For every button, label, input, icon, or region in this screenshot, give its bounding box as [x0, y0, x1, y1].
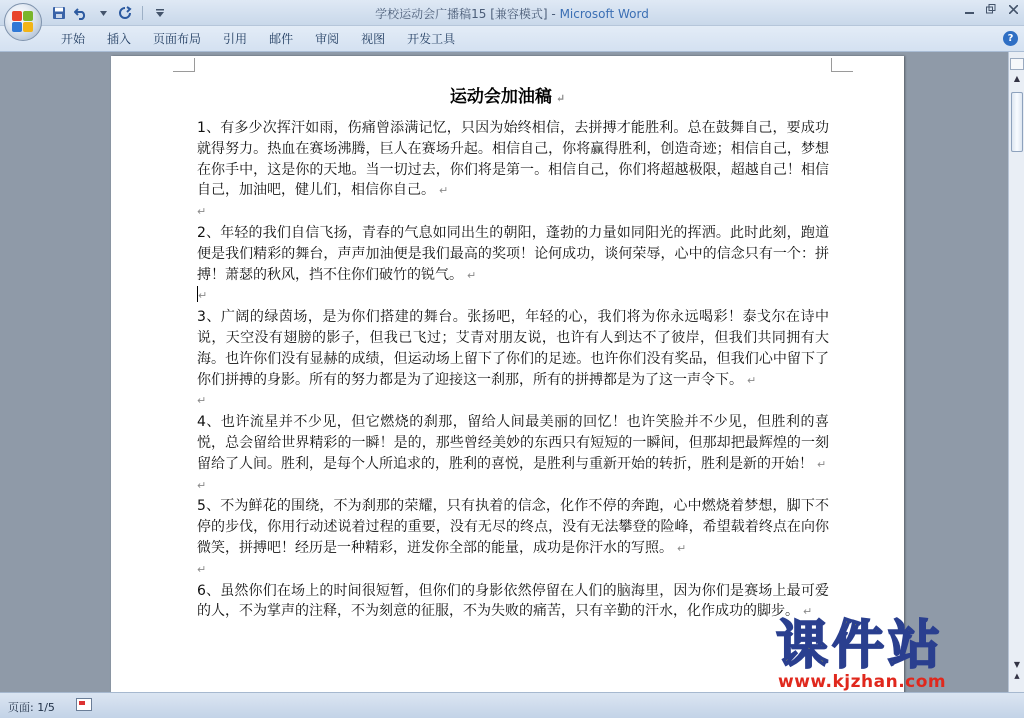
- watermark-logo-text: 课件站: [776, 616, 945, 676]
- scroll-up-button[interactable]: [1010, 72, 1024, 86]
- watermark: [776, 618, 1006, 692]
- close-button[interactable]: [1006, 2, 1020, 16]
- restore-icon: [986, 4, 996, 14]
- scroll-down-button[interactable]: [1010, 658, 1024, 672]
- ribbon-tab-bar: [0, 26, 1024, 52]
- page-number-status[interactable]: 页面: 1/5: [8, 701, 55, 714]
- tab-view[interactable]: 视图: [361, 32, 386, 46]
- scroll-thumb[interactable]: [1011, 92, 1023, 152]
- macro-record-icon[interactable]: [76, 698, 92, 711]
- tab-mailings[interactable]: 邮件: [269, 32, 294, 46]
- document-page[interactable]: [111, 56, 904, 692]
- paragraph-mark: ↵: [198, 289, 208, 303]
- minimize-icon: [965, 5, 974, 14]
- chevron-down-icon: ▼: [1013, 660, 1021, 669]
- paragraph-text: 2、年轻的我们自信飞扬，青春的气息如同出生的朝阳，蓬勃的力量如同阳光的挥洒。此时此刻，跑道便是我们精彩的舞台，声声加油便是我们最高的奖项！论何成功，谈何荣辱，心中的信念只有一个：拼搏！萧瑟的秋风，挡不住你们破竹的锐气。: [197, 224, 829, 283]
- paragraph-mark: ↵: [817, 457, 827, 471]
- margin-corner-left: [173, 58, 195, 72]
- empty-paragraph-cursor: [197, 286, 829, 307]
- tab-review[interactable]: 审阅: [315, 32, 340, 46]
- help-icon: ?: [1007, 33, 1014, 44]
- paragraph-mark: ↵: [803, 605, 813, 619]
- vertical-scrollbar[interactable]: [1008, 52, 1024, 692]
- ribbon-tabs: [50, 26, 466, 52]
- paragraph-6: [197, 581, 829, 624]
- office-logo-icon: [12, 11, 34, 33]
- minimize-button[interactable]: [962, 2, 976, 16]
- tab-references[interactable]: 引用: [223, 32, 248, 46]
- document-body[interactable]: [197, 118, 829, 623]
- double-chevron-up-icon: ▲: [1014, 672, 1020, 680]
- paragraph-text: 3、广阔的绿茵场，是为你们搭建的舞台。张扬吧，年轻的心，我们将为你永远喝彩！泰戈尔在诗中说，天空没有翅膀的影子，但我已飞过；艾青对朋友说，也许有人到达不了彼岸，但我们共同拥有大海。也许你们没有显赫的成绩，但运动场上留下了你们的足迹。也许你们没有奖品，但我们心中留下了你们拼搏的身影。所有的努力都是为了迎接这一刹那，所有的拼搏都是为了这一声令下。: [197, 309, 829, 388]
- status-bar: [0, 692, 1024, 718]
- paragraph-text: 6、虽然你们在场上的时间很短暂，但你们的身影依然停留在人们的脑海里，因为你们是赛场上最可爱的人，不为掌声的注释，不为刻意的征服，不为失败的痛苦，只有辛勤的汗水，化作成功的脚步。: [197, 582, 829, 620]
- tab-home[interactable]: 开始: [61, 32, 86, 46]
- paragraph-mark: ↵: [197, 478, 207, 492]
- office-button[interactable]: [4, 3, 42, 41]
- paragraph-mark: ↵: [439, 184, 449, 198]
- window-controls: [962, 2, 1020, 16]
- chevron-up-icon: ▲: [1013, 74, 1021, 83]
- tab-developer[interactable]: 开发工具: [407, 32, 456, 46]
- paragraph-1: [197, 118, 829, 202]
- paragraph-4: [197, 412, 829, 475]
- paragraph-2: [197, 223, 829, 286]
- paragraph-mark: ↵: [747, 373, 757, 387]
- watermark-url: www.kjzhan.com: [778, 672, 947, 692]
- empty-paragraph: [197, 202, 829, 223]
- paragraph-mark: ↵: [197, 205, 207, 219]
- paragraph-5: [197, 496, 829, 559]
- paragraph-3: [197, 307, 829, 391]
- tab-page-layout[interactable]: 页面布局: [153, 32, 202, 46]
- document-title: [111, 82, 904, 107]
- close-icon: [1009, 5, 1018, 14]
- document-name: 学校运动会广播稿15 [兼容模式] -: [375, 7, 560, 21]
- margin-corner-right: [831, 58, 853, 72]
- paragraph-text: 4、也许流星并不少见，但它燃烧的刹那，留给人间最美丽的回忆！也许笑脸并不少见，但胜利的喜悦，总会留给世界精彩的一瞬！是的，那些曾经美妙的东西只有短短的一瞬间，但那却把最辉煌的一刻留给了人间。胜利，是每个人所追求的，胜利的喜悦，是胜利与重新开始的转折，胜利是新的开始！: [197, 414, 829, 472]
- paragraph-text: 1、有多少次挥汗如雨，伤痛曾添满记忆，只因为始终相信，去拼搏才能胜利。总在鼓舞自己，要成功就得努力。热血在赛场沸腾，巨人在赛场升起。相信自己，你将赢得胜利，创造奇迹；相信自己，梦想在你手中，这是你的天地。当一切过去，你们将是第一。相信自己，你们将超越极限，超越自己！相信自己，加油吧，健儿们，相信你自己。: [197, 120, 829, 199]
- paragraph-mark: ↵: [467, 268, 477, 282]
- document-area[interactable]: [0, 52, 1008, 692]
- document-title-text: 运动会加油稿: [449, 87, 552, 107]
- tab-insert[interactable]: 插入: [107, 32, 132, 46]
- paragraph-text: 5、不为鲜花的围绕，不为刹那的荣耀，只有执着的信念，化作不停的奔跑，心中燃烧着梦想，脚下不停的步伐，你用行动述说着过程的重要，没有无尽的终点，没有无法攀登的险峰，希望载着终点在向你微笑，拼搏吧！经历是一种精彩，迸发你全部的能量，成功是你汗水的写照。: [197, 498, 829, 556]
- help-button[interactable]: [1003, 31, 1018, 46]
- empty-paragraph: [197, 391, 829, 412]
- app-name: Microsoft Word: [559, 7, 649, 21]
- previous-page-button[interactable]: [1010, 672, 1024, 682]
- paragraph-mark: ↵: [555, 92, 566, 105]
- paragraph-mark: ↵: [197, 394, 207, 408]
- title-bar: [0, 0, 1024, 26]
- empty-paragraph: [197, 560, 829, 581]
- paragraph-mark: ↵: [677, 541, 687, 555]
- empty-paragraph: [197, 476, 829, 497]
- view-ruler-button[interactable]: [1010, 58, 1024, 70]
- paragraph-mark: ↵: [197, 562, 207, 576]
- window-title: [0, 5, 1024, 22]
- restore-button[interactable]: [984, 2, 998, 16]
